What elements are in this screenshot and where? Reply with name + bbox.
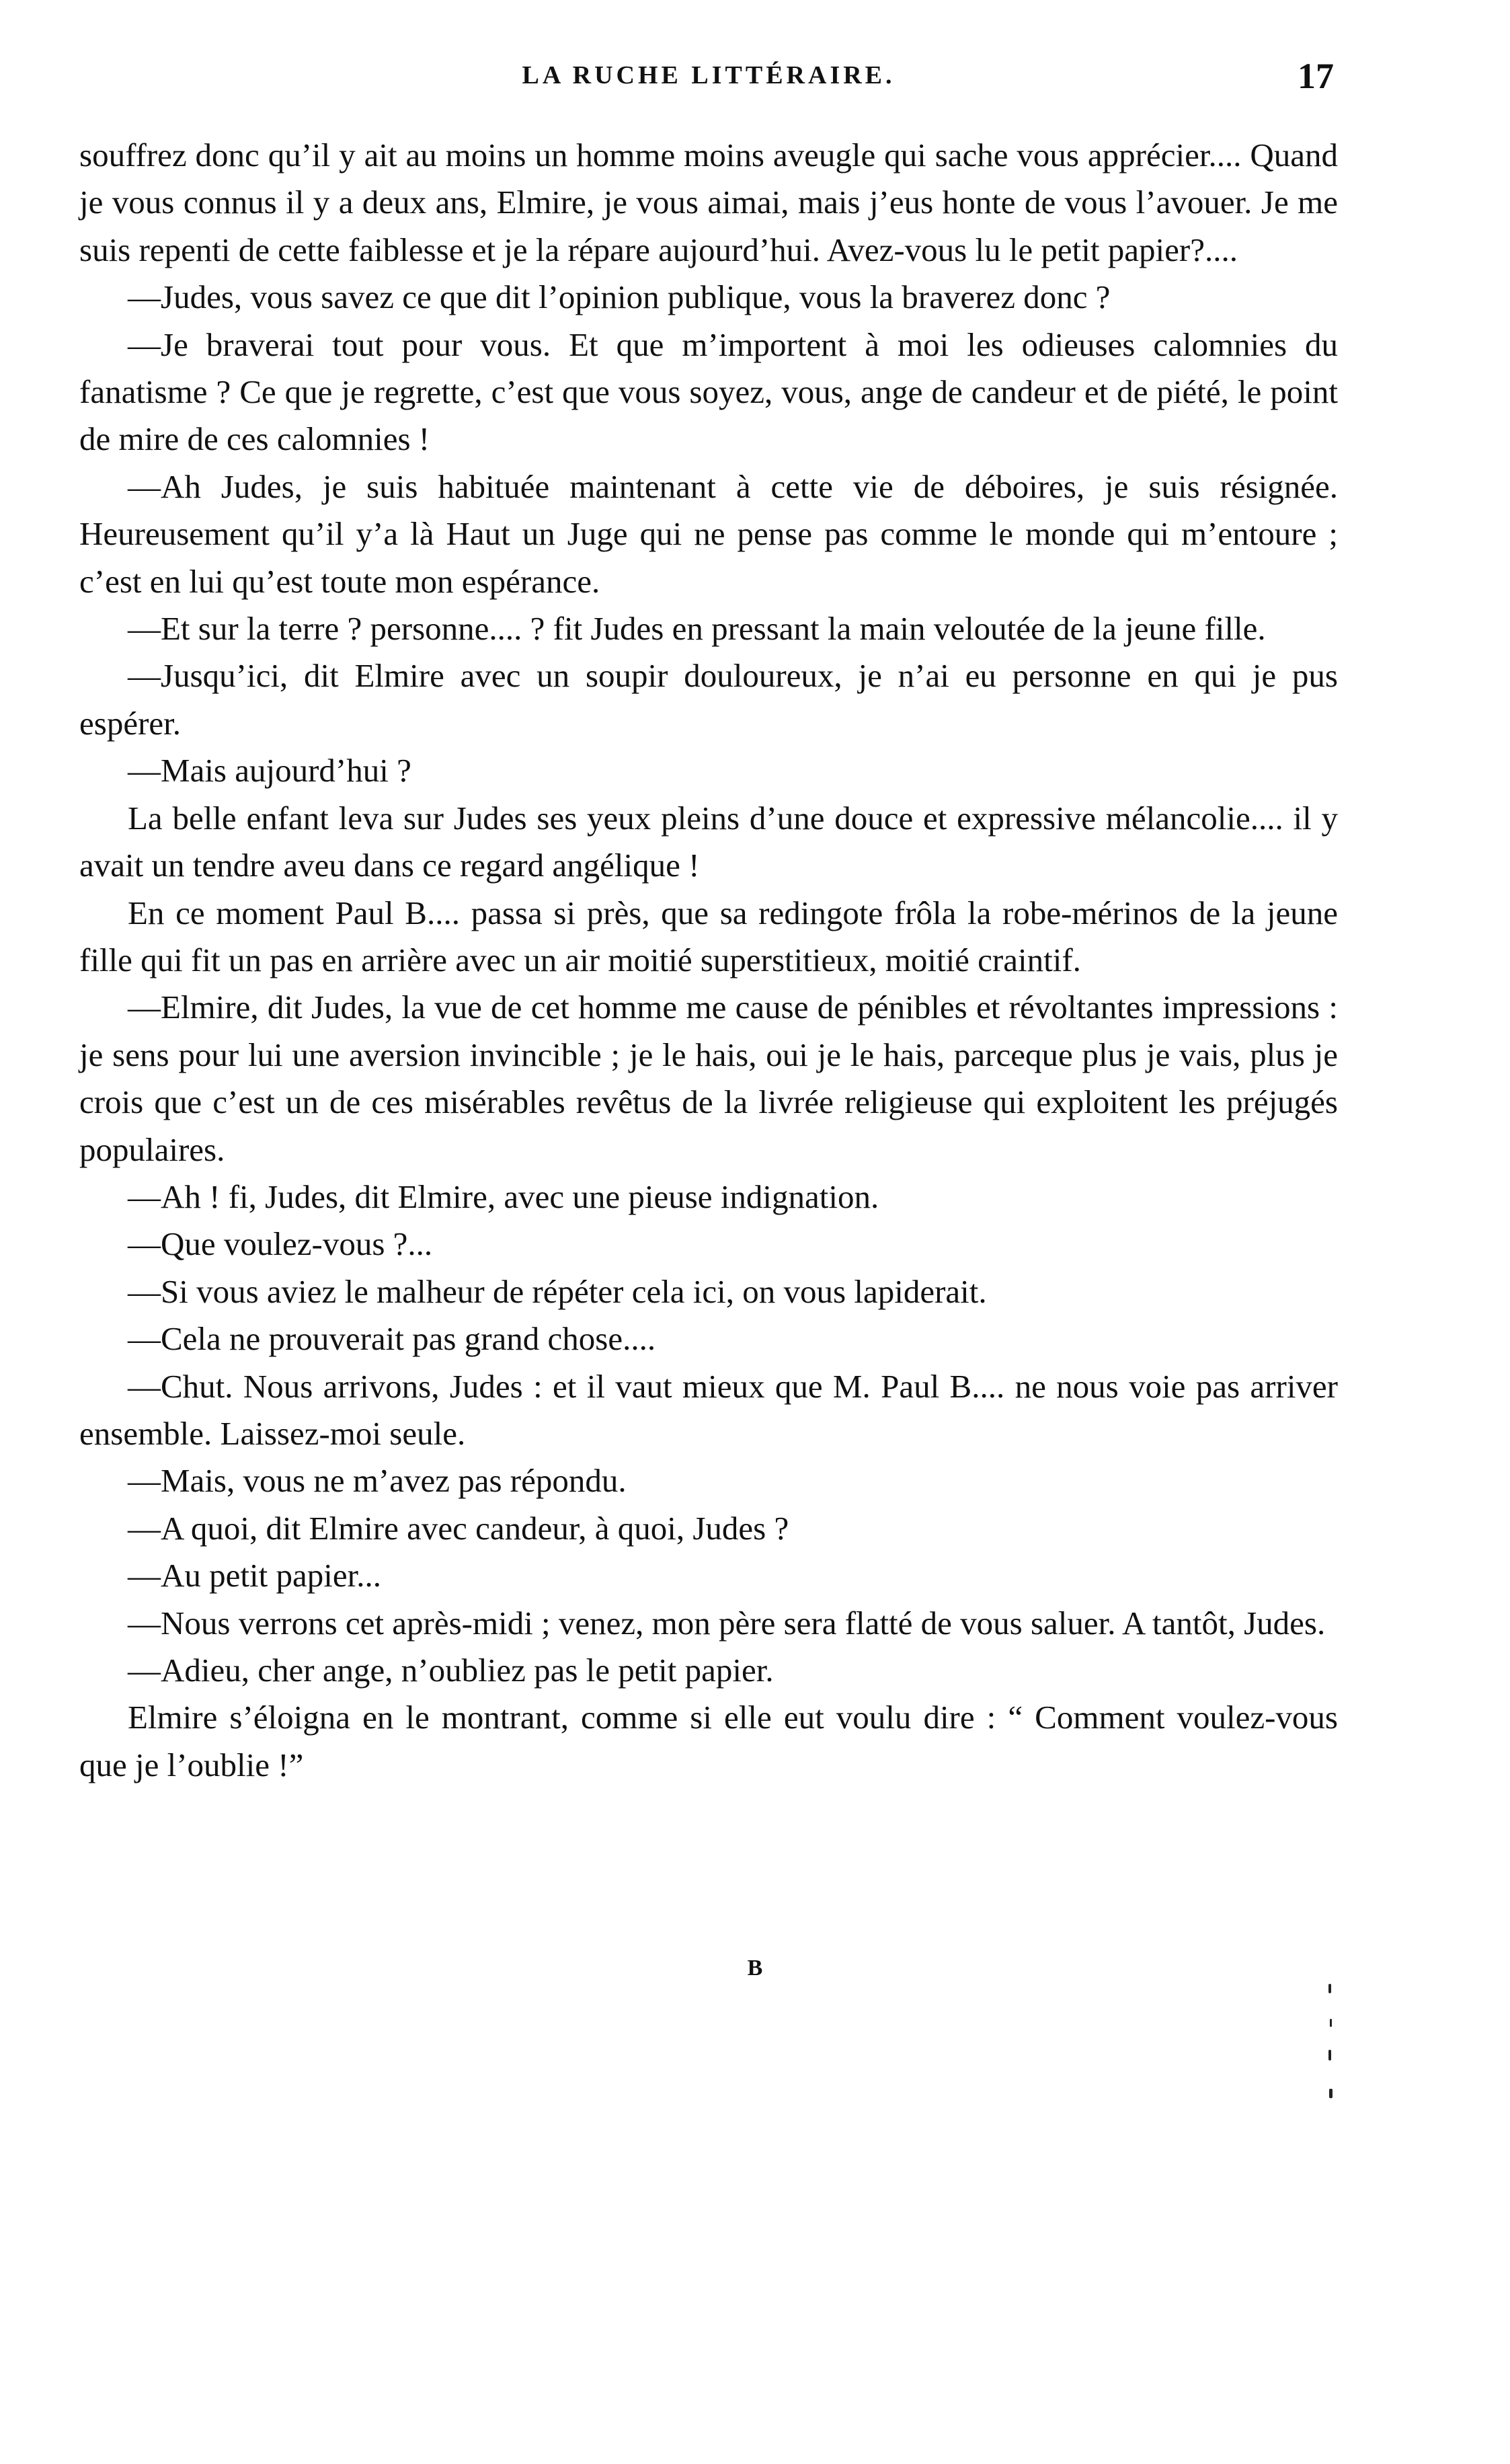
page-number: 17 (1298, 56, 1334, 96)
paragraph: —Ah Judes, je suis habituée maintenant à cette vie de déboires, je suis résignée. Heureusement qu’il y’a là Haut un Juge qui ne pense pas comme le monde qui m’entoure ; c’est en lui qu’est toute mon espérance. (79, 467, 1338, 600)
paragraph: —Chut. Nous arrivons, Judes : et il vaut mieux que M. Paul B.... ne nous voie pas arriver ensemble. Laissez-moi seule. (79, 1367, 1338, 1452)
paragraph: La belle enfant leva sur Judes ses yeux pleins d’une douce et expressive mélancolie.... il y avait un tendre aveu dans ce regard angélique ! (79, 799, 1338, 884)
signature-mark: B (747, 1956, 763, 1980)
paragraph: —Nous verrons cet après-midi ; venez, mon père sera flatté de vous saluer. A tantôt, Judes. (128, 1604, 1326, 1642)
paragraph: —Que voulez-vous ?... (128, 1225, 433, 1263)
paragraph: souffrez donc qu’il y ait au moins un homme moins aveugle qui sache vous apprécier.... Quand je vous connus il y a deux ans, Elmire, je vous aimai, mais j’eus honte de vous l’avouer. Je me suis repenti de cette faiblesse et je la répare aujourd’hui. Avez-vous lu le petit papier?.... (79, 137, 1338, 268)
paragraph: —Je braverai tout pour vous. Et que m’importent à moi les odieuses calomnies du fanatisme ? Ce que je regrette, c’est que vous soyez, vous, ange de candeur et de piété, le point de mire de ces calomnies ! (79, 325, 1338, 458)
paragraph: —A quoi, dit Elmire avec candeur, à quoi, Judes ? (128, 1509, 789, 1547)
speck (1328, 2050, 1331, 2061)
running-title: LA RUCHE LITTÉRAIRE. (522, 61, 896, 89)
paragraph: —Et sur la terre ? personne.... ? fit Judes en pressant la main veloutée de la jeune fille. (128, 610, 1266, 648)
paragraph: —Jusqu’ici, dit Elmire avec un soupir douloureux, je n’ai eu personne en qui je pus espérer. (79, 657, 1338, 742)
paragraph: Elmire s’éloigna en le montrant, comme si elle eut voulu dire : “ Comment voulez-vous que je l’oublie !” (79, 1699, 1338, 1783)
running-head (79, 55, 1338, 109)
speck (1328, 1984, 1331, 1993)
paragraph: —Si vous aviez le malheur de répéter cela ici, on vous lapiderait. (128, 1272, 987, 1310)
paragraph: —Au petit papier... (128, 1557, 381, 1594)
body-text (79, 132, 1338, 1789)
paragraph: En ce moment Paul B.... passa si près, que sa redingote frôla la robe-mérinos de la jeune fille qui fit un pas en arrière avec un air moitié superstitieux, moitié craintif. (79, 894, 1338, 978)
paragraph: —Elmire, dit Judes, la vue de cet homme me cause de pénibles et révoltantes impressions : je sens pour lui une aversion invincible ; je le hais, oui je le hais, parceque plus je vais, plus je crois que c’est un de ces misérables revêtus de la livrée religieuse qui exploitent les préjugés populaires. (79, 989, 1338, 1168)
paragraph: —Judes, vous savez ce que dit l’opinion publique, vous la braverez donc ? (128, 278, 1111, 316)
paragraph: —Adieu, cher ange, n’oubliez pas le petit papier. (128, 1652, 774, 1689)
margin-specks (1323, 1957, 1343, 2159)
paragraph: —Cela ne prouverait pas grand chose.... (128, 1320, 656, 1358)
speck (1330, 2019, 1332, 2027)
speck (1329, 2089, 1333, 2098)
paragraph: —Mais aujourd’hui ? (128, 752, 411, 790)
paragraph: —Ah ! fi, Judes, dit Elmire, avec une pieuse indignation. (128, 1178, 879, 1215)
paragraph: —Mais, vous ne m’avez pas répondu. (128, 1462, 627, 1500)
